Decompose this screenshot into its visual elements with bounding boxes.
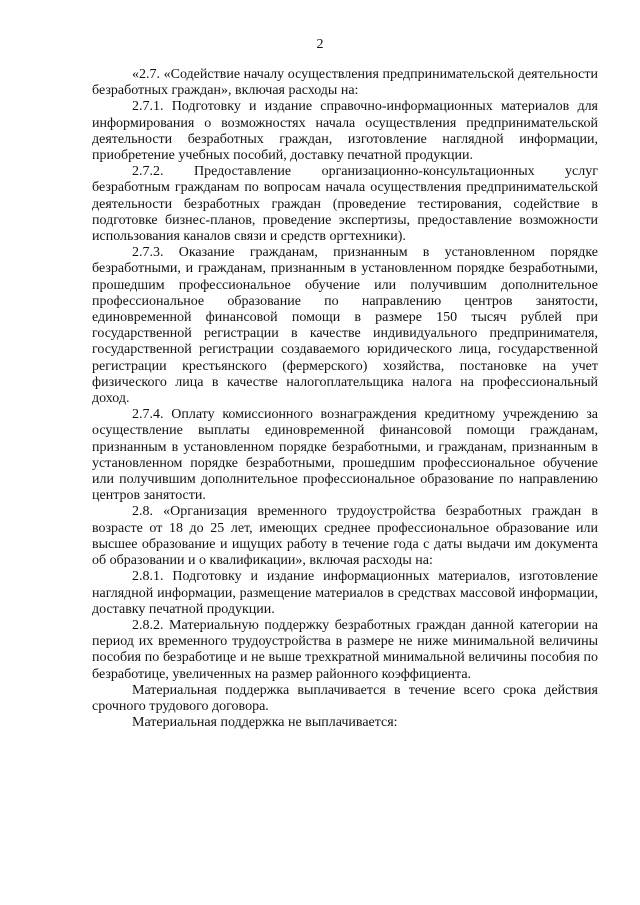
paragraph-2-8-1: 2.8.1. Подготовку и издание информационных материалов, изготовление наглядной информации, размещение материалов в средствах массовой информации, доставку печатной продукции. bbox=[92, 569, 598, 617]
paragraph-2-7: «2.7. «Содействие началу осуществления предпринимательской деятельности безработных граждан», включая расходы на: bbox=[92, 67, 598, 99]
paragraph-2-8: 2.8. «Организация временного трудоустройства безработных граждан в возрасте от 18 до 25 лет, имеющих среднее профессиональное образование или высшее образование и ищущих работу в течение года с даты выдачи им документа об образовании и о квалификации», включая расходы на: bbox=[92, 504, 598, 569]
paragraph-2-7-3: 2.7.3. Оказание гражданам, признанным в установленном порядке безработными, и гражданам, признанным в установленном порядке безработными, прошедшим профессиональное обучение или получившим дополнительное профессиональное образование по направлению центров занятости, единовременной финансовой помощи в размере 150 тысяч рублей при государственной регистрации в качестве индивидуального предпринимателя, государственной регистрации создаваемого юридического лица, государственной регистрации крестьянского (фермерского) хозяйства, постановке на учет физического лица в качестве налогоплательщика налога на профессиональный доход. bbox=[92, 245, 598, 407]
paragraph-2-7-2: 2.7.2. Предоставление организационно-консультационных услуг безработным гражданам по вопросам начала осуществления предпринимательской деятельности безработных граждан (проведение тестирования, содействие в подготовке бизнес-планов, проведение экспертизы, предоставление возможности использования каналов связи и средств оргтехники). bbox=[92, 164, 598, 245]
paragraph-2-7-1: 2.7.1. Подготовку и издание справочно-информационных материалов для информирования о возможностях начала осуществления предпринимательской деятельности безработных граждан, изготовление наглядной информации, приобретение учебных пособий, доставку печатной продукции. bbox=[92, 99, 598, 164]
document-body bbox=[92, 67, 598, 731]
page-number: 2 bbox=[316, 37, 324, 52]
paragraph-2-7-4: 2.7.4. Оплату комиссионного вознаграждения кредитному учреждению за осуществление выплаты единовременной финансовой помощи гражданам, признанным в установленном порядке безработными, и гражданам, признанным в установленном порядке безработными, прошедшим профессиональное обучение или получившим дополнительное профессиональное образование по направлению центров занятости. bbox=[92, 407, 598, 504]
paragraph-material-support-not-paid: Материальная поддержка не выплачивается: bbox=[132, 715, 398, 731]
paragraph-material-support-paid: Материальная поддержка выплачивается в течение всего срока действия срочного трудового договора. bbox=[92, 682, 598, 714]
paragraph-2-8-2: 2.8.2. Материальную поддержку безработных граждан данной категории на период их временного трудоустройства в размере не ниже минимальной величины пособия по безработице и не выше трехкратной минимальной величины пособия по безработице, увеличенных на размер районного коэффициента. bbox=[92, 617, 598, 682]
